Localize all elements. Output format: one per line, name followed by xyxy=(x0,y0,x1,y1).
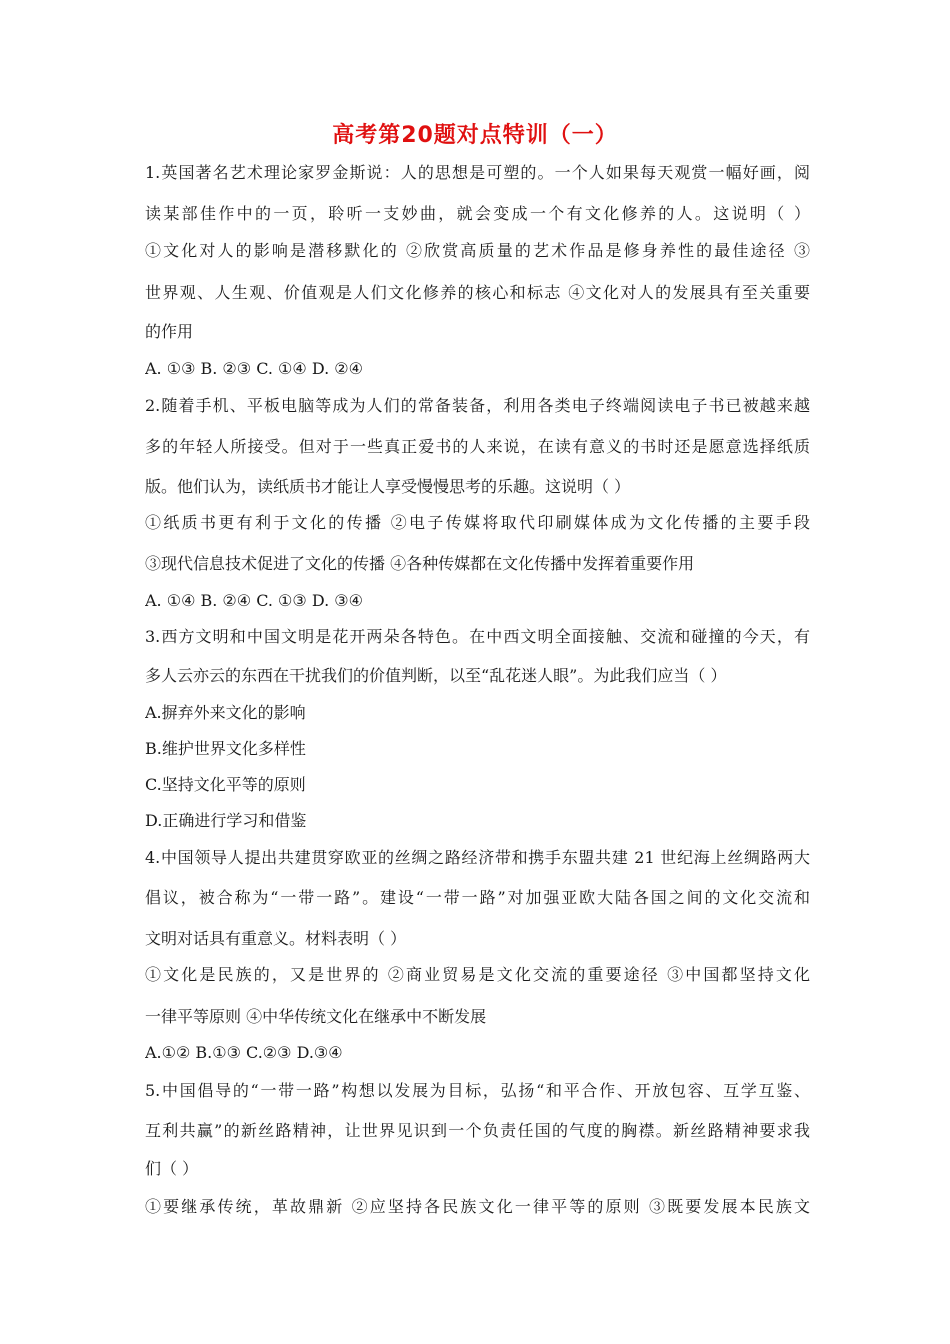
text-line: 世界观、人生观、价值观是人们文化修养的核心和标志 ④文化对人的发展具有至关重要 xyxy=(145,283,810,302)
page-title: 高考第20题对点特训（一） xyxy=(332,123,618,148)
text-line: 一律平等原则 ④中华传统文化在继承中不断发展 xyxy=(145,1007,487,1026)
text-line: ③现代信息技术促进了文化的传播 ④各种传媒都在文化传播中发挥着重要作用 xyxy=(145,554,695,573)
text-line: ①纸质书更有利于文化的传播 ②电子传媒将取代印刷媒体成为文化传播的主要手段 xyxy=(145,513,810,532)
answer-option-d: D.正确进行学习和借鉴 xyxy=(145,811,307,830)
answer-options: A.①② B.①③ C.②③ D.③④ xyxy=(145,1043,343,1062)
text-line: 5.中国倡导的“一带一路”构想以发展为目标，弘扬“和平合作、开放包容、互学互鉴、 xyxy=(145,1081,810,1100)
text-line: 们（ ） xyxy=(145,1159,199,1178)
text-line: 多人云亦云的东西在干扰我们的价值判断，以至“乱花迷人眼”。为此我们应当（ ） xyxy=(145,666,727,685)
text-line: ①要继承传统，革故鼎新 ②应坚持各民族文化一律平等的原则 ③既要发展本民族文 xyxy=(145,1197,810,1216)
text-line: 2.随着手机、平板电脑等成为人们的常备装备，利用各类电子终端阅读电子书已被越来越 xyxy=(145,396,810,415)
answer-option-c: C.坚持文化平等的原则 xyxy=(145,775,306,794)
text-line: ①文化是民族的，又是世界的 ②商业贸易是文化交流的重要途径 ③中国都坚持文化 xyxy=(145,965,810,984)
text-line: 互利共赢”的新丝路精神，让世界见识到一个负责任国的气度的胸襟。新丝路精神要求我 xyxy=(145,1121,810,1140)
text-line: 4.中国领导人提出共建贯穿欧亚的丝绸之路经济带和携手东盟共建 21 世纪海上丝绸路两大 xyxy=(145,848,810,867)
text-line: 版。他们认为，读纸质书才能让人享受慢慢思考的乐趣。这说明（ ） xyxy=(145,477,631,496)
text-line: ①文化对人的影响是潜移默化的 ②欣赏高质量的艺术作品是修身养性的最佳途径 ③ xyxy=(145,241,810,260)
answer-option-b: B.维护世界文化多样性 xyxy=(145,739,306,758)
text-line: 倡议，被合称为“一带一路”。建设“一带一路”对加强亚欧大陆各国之间的文化交流和 xyxy=(145,888,810,907)
text-line: 1.英国著名艺术理论家罗金斯说：人的思想是可塑的。一个人如果每天观赏一幅好画，阅 xyxy=(145,163,810,182)
text-line: 多的年轻人所接受。但对于一些真正爱书的人来说，在读有意义的书时还是愿意选择纸质 xyxy=(145,437,810,456)
text-line: 3.西方文明和中国文明是花开两朵各特色。在中西文明全面接触、交流和碰撞的今天，有 xyxy=(145,627,810,646)
text-line: 文明对话具有重意义。材料表明（ ） xyxy=(145,929,407,948)
answer-option-a: A.摒弃外来文化的影响 xyxy=(145,703,306,722)
answer-options: A. ①③ B. ②③ C. ①④ D. ②④ xyxy=(145,359,363,378)
text-line: 的作用 xyxy=(145,322,194,341)
answer-options: A. ①④ B. ②④ C. ①③ D. ③④ xyxy=(145,591,363,610)
text-line: 读某部佳作中的一页，聆听一支妙曲，就会变成一个有文化修养的人。这说明（ ） xyxy=(145,204,810,223)
